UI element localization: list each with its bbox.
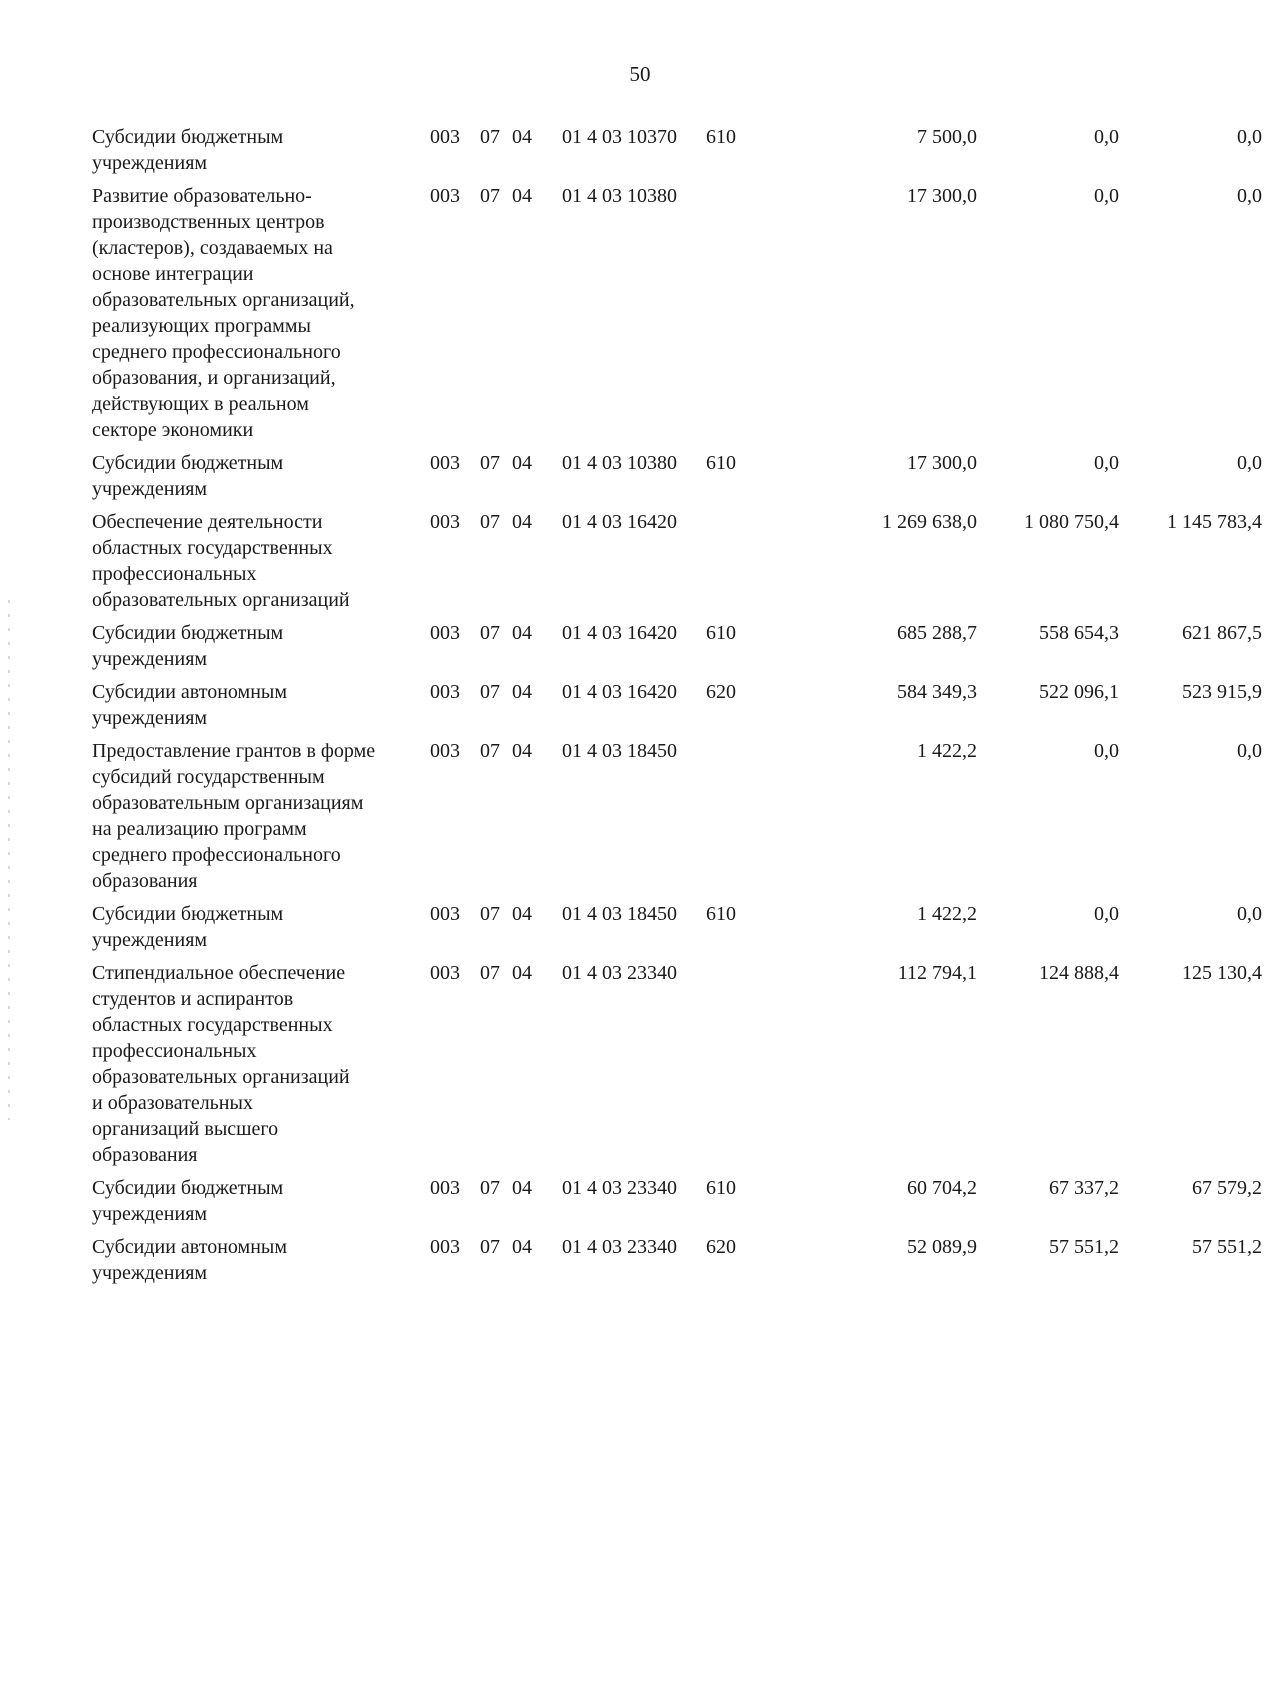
amount-year-3: 0,0	[1237, 452, 1262, 474]
admin-code: 003	[430, 185, 460, 207]
amount-year-2: 0,0	[1094, 903, 1119, 925]
expense-type-code: 610	[706, 452, 736, 474]
amount-year-2: 558 654,3	[1039, 622, 1119, 644]
subsection-code: 04	[512, 740, 532, 762]
row-name: Предоставление грантов в форме субсидий государственным образовательным организациям на реализацию программ среднего профессионального образования	[92, 740, 376, 892]
amount-year-1: 7 500,0	[917, 126, 977, 148]
amount-year-2: 0,0	[1094, 740, 1119, 762]
amount-year-2: 124 888,4	[1039, 962, 1119, 984]
section-code: 07	[480, 622, 500, 644]
table-row	[92, 183, 1262, 443]
row-name: Субсидии автономным учреждениям	[92, 1236, 287, 1284]
subsection-code: 04	[512, 511, 532, 533]
section-code: 07	[480, 903, 500, 925]
amount-year-3: 621 867,5	[1182, 622, 1262, 644]
subsection-code: 04	[512, 903, 532, 925]
table-row	[92, 620, 1262, 672]
amount-year-2: 57 551,2	[1049, 1236, 1119, 1258]
amount-year-3: 125 130,4	[1182, 962, 1262, 984]
admin-code: 003	[430, 622, 460, 644]
subsection-code: 04	[512, 452, 532, 474]
subsection-code: 04	[512, 185, 532, 207]
subsection-code: 04	[512, 962, 532, 984]
table-row	[92, 738, 1262, 894]
target-article-code: 01 4 03 16420	[562, 622, 677, 644]
amount-year-1: 17 300,0	[907, 452, 977, 474]
amount-year-1: 1 422,2	[917, 903, 977, 925]
admin-code: 003	[430, 681, 460, 703]
table-row	[92, 960, 1262, 1168]
admin-code: 003	[430, 962, 460, 984]
section-code: 07	[480, 185, 500, 207]
expense-type-code: 620	[706, 1236, 736, 1258]
admin-code: 003	[430, 903, 460, 925]
amount-year-2: 0,0	[1094, 185, 1119, 207]
amount-year-3: 57 551,2	[1192, 1236, 1262, 1258]
amount-year-1: 1 422,2	[917, 740, 977, 762]
section-code: 07	[480, 740, 500, 762]
row-name: Обеспечение деятельности областных государственных профессиональных образовательных организаций	[92, 511, 350, 611]
section-code: 07	[480, 1177, 500, 1199]
row-name: Субсидии бюджетным учреждениям	[92, 452, 284, 500]
target-article-code: 01 4 03 16420	[562, 681, 677, 703]
subsection-code: 04	[512, 681, 532, 703]
row-name: Субсидии бюджетным учреждениям	[92, 1177, 284, 1225]
amount-year-2: 0,0	[1094, 126, 1119, 148]
amount-year-2: 1 080 750,4	[1024, 511, 1119, 533]
expense-type-code: 610	[706, 903, 736, 925]
table-row	[92, 509, 1262, 613]
target-article-code: 01 4 03 18450	[562, 740, 677, 762]
subsection-code: 04	[512, 1236, 532, 1258]
expense-type-code: 620	[706, 681, 736, 703]
expense-type-code: 610	[706, 1177, 736, 1199]
row-name: Развитие образовательно- производственных центров (кластеров), создаваемых на основе интеграции образовательных организаций, реализующих программы среднего профессионального образования, и организаций, действующих в реальном секторе экономики	[92, 185, 355, 441]
amount-year-2: 522 096,1	[1039, 681, 1119, 703]
expense-type-code: 610	[706, 126, 736, 148]
section-code: 07	[480, 1236, 500, 1258]
table-row	[92, 450, 1262, 502]
amount-year-1: 685 288,7	[897, 622, 977, 644]
amount-year-3: 67 579,2	[1192, 1177, 1262, 1199]
row-name: Субсидии автономным учреждениям	[92, 681, 287, 729]
target-article-code: 01 4 03 10370	[562, 126, 677, 148]
page-number: 50	[629, 62, 651, 86]
row-name: Субсидии бюджетным учреждениям	[92, 622, 284, 670]
table-row	[92, 1234, 1262, 1286]
table-row	[92, 1175, 1262, 1227]
target-article-code: 01 4 03 10380	[562, 185, 677, 207]
admin-code: 003	[430, 1236, 460, 1258]
amount-year-1: 52 089,9	[907, 1236, 977, 1258]
section-code: 07	[480, 126, 500, 148]
admin-code: 003	[430, 452, 460, 474]
amount-year-1: 60 704,2	[907, 1177, 977, 1199]
row-name: Субсидии бюджетным учреждениям	[92, 903, 284, 951]
target-article-code: 01 4 03 23340	[562, 962, 677, 984]
subsection-code: 04	[512, 126, 532, 148]
target-article-code: 01 4 03 23340	[562, 1177, 677, 1199]
section-code: 07	[480, 511, 500, 533]
target-article-code: 01 4 03 18450	[562, 903, 677, 925]
amount-year-3: 0,0	[1237, 903, 1262, 925]
admin-code: 003	[430, 511, 460, 533]
table-row	[92, 901, 1262, 953]
target-article-code: 01 4 03 23340	[562, 1236, 677, 1258]
table-row	[92, 679, 1262, 731]
admin-code: 003	[430, 740, 460, 762]
admin-code: 003	[430, 1177, 460, 1199]
target-article-code: 01 4 03 10380	[562, 452, 677, 474]
amount-year-2: 0,0	[1094, 452, 1119, 474]
amount-year-1: 584 349,3	[897, 681, 977, 703]
target-article-code: 01 4 03 16420	[562, 511, 677, 533]
amount-year-3: 0,0	[1237, 126, 1262, 148]
amount-year-1: 1 269 638,0	[882, 511, 977, 533]
amount-year-2: 67 337,2	[1049, 1177, 1119, 1199]
section-code: 07	[480, 681, 500, 703]
subsection-code: 04	[512, 1177, 532, 1199]
amount-year-3: 523 915,9	[1182, 681, 1262, 703]
admin-code: 003	[430, 126, 460, 148]
row-name: Субсидии бюджетным учреждениям	[92, 126, 284, 174]
section-code: 07	[480, 452, 500, 474]
amount-year-3: 0,0	[1237, 185, 1262, 207]
expense-type-code: 610	[706, 622, 736, 644]
budget-table	[92, 124, 1262, 1293]
table-row	[92, 124, 1262, 176]
amount-year-3: 0,0	[1237, 740, 1262, 762]
amount-year-3: 1 145 783,4	[1167, 511, 1262, 533]
row-name: Стипендиальное обеспечение студентов и аспирантов областных государственных профессиональных образовательных организаций и образовательных организаций высшего образования	[92, 962, 350, 1166]
subsection-code: 04	[512, 622, 532, 644]
amount-year-1: 17 300,0	[907, 185, 977, 207]
scan-margin-marks	[8, 600, 10, 1120]
section-code: 07	[480, 962, 500, 984]
amount-year-1: 112 794,1	[897, 962, 977, 984]
